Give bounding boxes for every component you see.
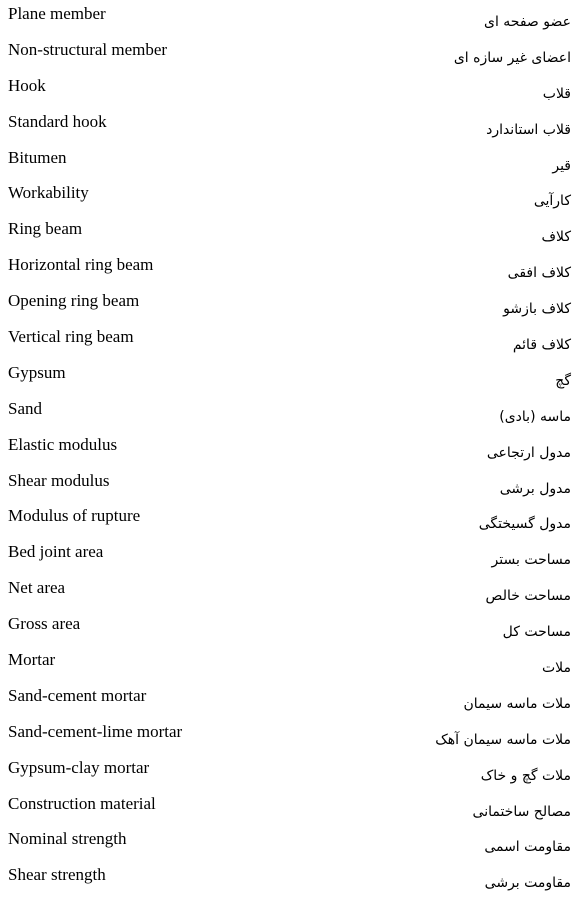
persian-term: مدول برشی	[499, 480, 571, 497]
persian-term: قیر	[552, 157, 571, 174]
english-term: Standard hook	[8, 111, 107, 131]
glossary-row	[0, 147, 583, 183]
glossary-row	[0, 613, 583, 649]
persian-term: گچ	[555, 372, 571, 389]
english-term: Shear modulus	[8, 470, 110, 490]
english-term: Net area	[8, 578, 66, 598]
english-term: Workability	[8, 183, 89, 203]
english-term: Horizontal ring beam	[8, 255, 154, 275]
glossary-row	[0, 505, 583, 541]
glossary-row	[0, 39, 583, 75]
persian-term: عضو صفحه ای	[484, 14, 571, 30]
glossary-row	[0, 111, 583, 147]
english-term: Gross area	[8, 614, 81, 634]
glossary-row	[0, 290, 583, 326]
persian-term: ملات ماسه سیمان	[463, 695, 571, 712]
english-term: Sand-cement mortar	[8, 685, 147, 705]
english-term: Bitumen	[8, 147, 67, 167]
glossary-row	[0, 326, 583, 362]
glossary-row	[0, 398, 583, 434]
persian-term: کلاف افقی	[507, 265, 571, 282]
english-term: Ring beam	[8, 219, 83, 239]
english-term: Plane member	[8, 4, 106, 23]
english-term: Vertical ring beam	[8, 327, 134, 347]
persian-term: قلاب	[542, 85, 571, 102]
glossary-row	[0, 3, 583, 39]
glossary-row	[0, 218, 583, 254]
english-term: Nominal strength	[8, 829, 127, 849]
glossary-row	[0, 434, 583, 470]
glossary-row	[0, 75, 583, 111]
persian-term: مدول ارتجاعی	[486, 444, 571, 461]
glossary-row	[0, 541, 583, 577]
persian-term: مساحت خالص	[485, 588, 571, 605]
english-term: Mortar	[8, 650, 56, 670]
glossary-row	[0, 577, 583, 613]
persian-term: ملات	[541, 660, 571, 677]
glossary-row	[0, 757, 583, 793]
english-term: Gypsum-clay mortar	[8, 757, 150, 777]
persian-term: مدول گسیختگی	[478, 516, 571, 533]
english-term: Hook	[8, 75, 46, 95]
english-term: Bed joint area	[8, 542, 104, 562]
persian-term: اعضای غیر سازه ای	[453, 49, 571, 66]
glossary-row	[0, 721, 583, 757]
english-term: Modulus of rupture	[8, 506, 141, 526]
persian-term: مصالح ساختمانی	[472, 803, 571, 820]
persian-term: کلاف بازشو	[503, 301, 571, 318]
persian-term: کلاف قائم	[512, 337, 571, 354]
persian-term: ملات گچ و خاک	[480, 767, 571, 784]
persian-term: ماسه (بادی)	[499, 408, 571, 425]
persian-term: کلاف	[541, 229, 571, 246]
glossary-row	[0, 649, 583, 685]
glossary-row	[0, 182, 583, 218]
english-term: Shear strength	[8, 865, 106, 885]
english-term: Elastic modulus	[8, 434, 118, 454]
persian-term: قلاب استاندارد	[486, 121, 571, 138]
glossary-row	[0, 864, 583, 900]
glossary-row	[0, 828, 583, 864]
glossary-row	[0, 362, 583, 398]
english-term: Gypsum	[8, 362, 66, 382]
persian-term: کارآیی	[533, 193, 571, 210]
english-term: Sand-cement-lime mortar	[8, 721, 183, 741]
english-term: Construction material	[8, 793, 156, 813]
glossary-row	[0, 470, 583, 506]
persian-term: ملات ماسه سیمان آهک	[435, 731, 571, 748]
english-term: Non-structural member	[8, 39, 168, 59]
english-term: Opening ring beam	[8, 291, 140, 311]
glossary-row	[0, 254, 583, 290]
persian-term: مساحت بستر	[491, 552, 571, 569]
english-term: Sand	[8, 398, 42, 418]
persian-term: مقاومت برشی	[484, 875, 571, 892]
persian-term: مساحت کل	[502, 624, 571, 641]
persian-term: مقاومت اسمی	[484, 839, 571, 856]
glossary-list	[0, 3, 583, 900]
glossary-row	[0, 685, 583, 721]
glossary-row	[0, 793, 583, 829]
